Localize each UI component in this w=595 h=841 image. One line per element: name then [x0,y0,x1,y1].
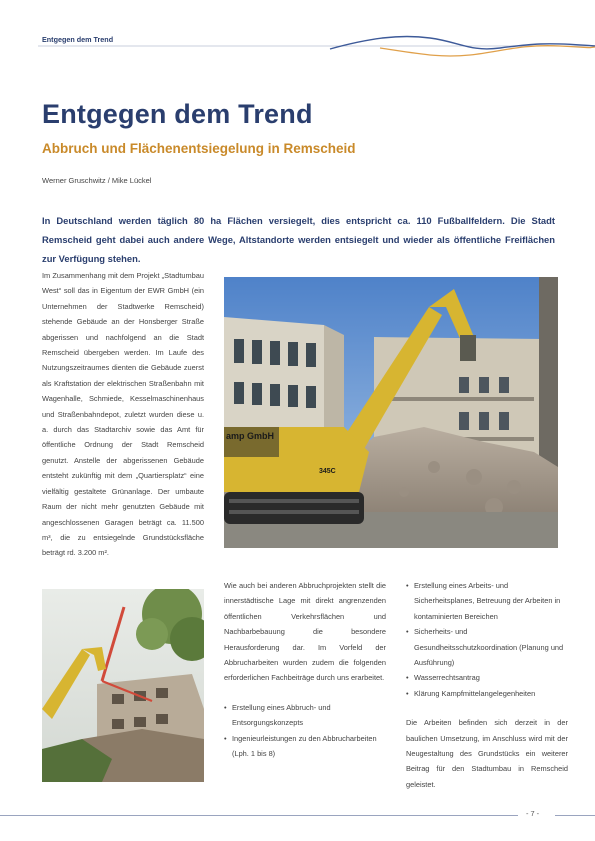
excavator-label: amp GmbH [226,431,275,441]
demolition-photo-main [224,277,558,548]
body-column-1 [42,268,204,561]
list-item: • Wasserrechtsantrag [406,670,568,685]
footer-rule-right [555,815,595,816]
excavator-model: 345C [319,468,336,475]
body-column-3 [406,578,568,792]
body-column-2 [224,578,386,761]
services-list-2 [406,578,568,701]
body-paragraph-2: Wie auch bei anderen Abbruchprojekten stellt die innerstädtische Lage mit direkt angrenzenden öffentlichen Verkehrsflächen und Nachbarbebauung die besondere Herausforderung dar. Im Vorfeld der Abbrucharbeiten wurden zudem die folgenden erforderlichen Fachbeiträge durch uns erarbeitet. [224,581,386,683]
demolition-photo-small [42,589,204,782]
list-item: • Sicherheits- und Gesundheitsschutzkoordination (Planung und Ausführung) [406,624,568,670]
services-list-1 [224,700,386,762]
article-authors: Werner Gruschwitz / Mike Lückel [42,176,152,185]
article-subtitle: Abbruch und Flächenentsiegelung in Remscheid [42,141,356,156]
article-lead: In Deutschland werden täglich 80 ha Flächen versiegelt, dies entspricht ca. 110 Fußballfeldern. Die Stadt Remscheid geht dabei auch andere Wege, Altstandorte werden entsiegelt und wieder als öffentliche Freiflächen zur Verfügung stehen. [42,215,555,264]
body-paragraph-3: Die Arbeiten befinden sich derzeit in der baulichen Umsetzung, im Anschluss wird mit der Neugestaltung des Grundstücks ein weiterer Beitrag für den Stadtumbau in Remscheid geleistet. [406,718,568,789]
header-wave-decoration [0,28,595,60]
page-number: - 7 - [526,809,540,818]
list-item: • Erstellung eines Abbruch- und Entsorgungskonzepts [224,700,386,731]
running-header: Entgegen dem Trend [42,35,114,44]
list-item: • Klärung Kampfmittelangelegenheiten [406,686,568,701]
list-item: • Erstellung eines Arbeits- und Sicherheitsplanes, Betreuung der Arbeiten in kontaminierten Bereichen [406,578,568,624]
article-title: Entgegen dem Trend [42,99,313,129]
list-item: • Ingenieurleistungen zu den Abbrucharbeiten (Lph. 1 bis 8) [224,731,386,762]
footer-rule-left [0,815,518,816]
body-paragraph-1: Im Zusammenhang mit dem Projekt „Stadtumbau West“ soll das in Eigentum der EWR GmbH (ein Unternehmen der Stadtwerke Remscheid) stehende Gebäude an der Honsberger Straße abgerissen und nachfolgend an die Stadt Remscheid übergeben werden. Im Laufe des Nutzungszeitraumes dienten die Gebäude zuerst als Kraftstation der elektrischen Straßenbahn mit Wagenhalle, Schmiede, Kesselmaschinenhaus und Straßenbahndepot, zuletzt wurden diese u. a. durch das Stadtarchiv sowie das Amt für öffentliche Ordnung der Stadt Remscheid genutzt. Anstelle der abgerissenen Gebäude entsteht zukünftig mit dem „Quartiersplatz“ eine vielfältig gestaltete Grünanlage. Der umbaute Raum der nicht mehr genutzten Gebäude mit angeschlossenen Garagen beträgt ca. 11.500 m³, die zu entsiegelnde Grundstücksfläche beträgt rd. 3.200 m². [42,271,204,558]
